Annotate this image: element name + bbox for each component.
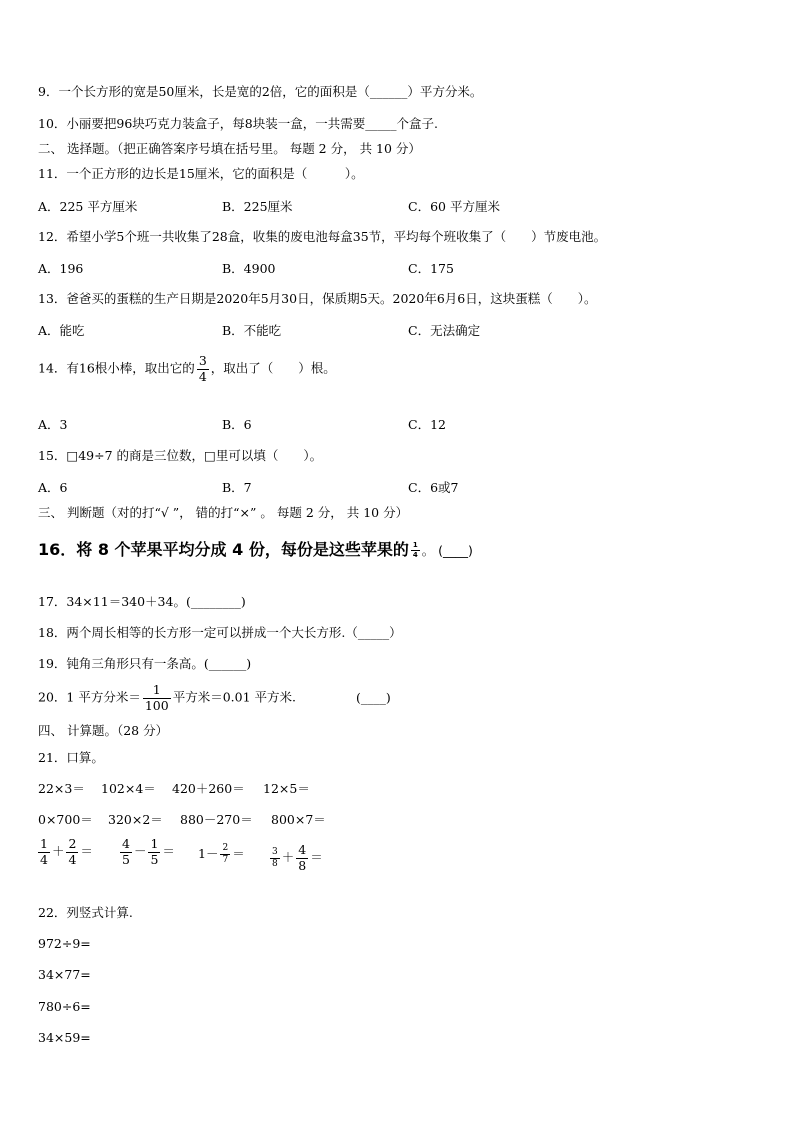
- question-19: 19．钝角三角形只有一条高。(______): [38, 656, 252, 671]
- fc1-frac-a: [38, 838, 50, 866]
- fc3-b-num: 2: [222, 843, 229, 853]
- fraction-calc-3: [198, 844, 245, 865]
- mental-calc-6: 320×2＝: [108, 812, 163, 827]
- q14-option-b: B．6: [222, 417, 252, 432]
- q13-option-a: A．能吃: [38, 323, 85, 338]
- section-2-heading: 二、 选择题。（把正确答案序号填在括号里。 每题 2 分， 共 10 分）: [38, 141, 421, 156]
- q15-option-a: A．6: [38, 480, 68, 495]
- q16-denominator: 4: [412, 551, 418, 559]
- q16-numerator: 1: [412, 541, 418, 549]
- q11-option-a: A．225 平方厘米: [38, 199, 138, 214]
- q15-option-b: B．7: [222, 480, 252, 495]
- q14-fraction: [197, 355, 209, 383]
- question-12: 12．希望小学5个班一共收集了28盒，收集的废电池每盒35节，平均每个班收集了（ ）节废电池。: [38, 229, 607, 244]
- vertical-calc-1: 972÷9=: [38, 936, 91, 951]
- fc2-frac-a: [120, 838, 132, 866]
- fraction-calc-1: [36, 838, 93, 866]
- fc4-a-num: 3: [272, 846, 278, 857]
- question-21: 21．口算。: [38, 750, 104, 765]
- question-14: [38, 355, 336, 383]
- section-4-heading: 四、 计算题。（28 分）: [38, 723, 169, 738]
- fc4-a-den: 8: [272, 858, 278, 869]
- fc2-op: －: [133, 843, 147, 859]
- fc3-b-den: 7: [222, 855, 229, 865]
- fraction-calc-2: [118, 838, 175, 866]
- mental-calc-3: 420＋260＝: [172, 781, 245, 796]
- question-17: 17．34×11＝340＋34。(________): [38, 594, 246, 609]
- q12-option-a: A．196: [38, 261, 84, 276]
- mental-calc-1: 22×3＝: [38, 781, 85, 796]
- fc3-op: －: [205, 846, 219, 861]
- fc4-op: ＋: [281, 849, 295, 865]
- fc1-a-num: 1: [40, 836, 48, 851]
- q12-option-c: C．175: [408, 261, 454, 276]
- q20-denominator: 100: [144, 697, 169, 713]
- mental-calc-4: 12×5＝: [263, 781, 310, 796]
- fraction-calc-4: [268, 844, 323, 872]
- q14-option-a: A．3: [38, 417, 68, 432]
- question-9: 9．一个长方形的宽是50厘米，长是宽的2倍，它的面积是（______）平方分米。: [38, 84, 483, 99]
- fc4-frac-b: [296, 844, 308, 872]
- fc3-whole: 1: [198, 846, 206, 861]
- question-10: 10．小丽要把96块巧克力装盒子，每8块装一盒，一共需要_____个盒子.: [38, 116, 438, 131]
- q13-option-c: C．无法确定: [408, 323, 481, 338]
- fc2-a-num: 4: [122, 836, 130, 851]
- fc4-b-num: 4: [298, 842, 307, 857]
- q20-text-pre: 20．1 平方分米＝: [38, 689, 141, 705]
- fc1-b-den: 4: [68, 851, 77, 867]
- q12-option-b: B．4900: [222, 261, 276, 276]
- fc4-eq: ＝: [310, 849, 323, 865]
- fc2-b-num: 1: [150, 836, 159, 851]
- fc1-b-num: 2: [68, 836, 77, 851]
- fc4-frac-a: [270, 848, 280, 869]
- mental-calc-8: 800×7＝: [271, 812, 326, 827]
- fc2-b-den: 5: [150, 851, 159, 867]
- q14-denominator: 4: [198, 368, 207, 384]
- q14-text-post: ，取出了（ ）根。: [210, 360, 336, 376]
- fc2-eq: ＝: [162, 843, 175, 859]
- q11-option-b: B．225厘米: [222, 199, 293, 214]
- q16-fraction: [411, 542, 420, 559]
- question-15: 15．□49÷7 的商是三位数，□里可以填（ ）。: [38, 448, 323, 463]
- vertical-calc-3: 780÷6=: [38, 999, 91, 1014]
- q20-fraction: [143, 684, 171, 712]
- vertical-calc-2: 34×77=: [38, 967, 91, 982]
- fc2-frac-b: [148, 838, 160, 866]
- fc1-frac-b: [66, 838, 78, 866]
- q15-option-c: C．6或7: [408, 480, 459, 495]
- q14-numerator: 3: [198, 353, 207, 368]
- question-13: 13．爸爸买的蛋糕的生产日期是2020年5月30日，保质期5天。2020年6月6日，这块蛋糕（ ）。: [38, 291, 597, 306]
- vertical-calc-4: 34×59=: [38, 1030, 91, 1045]
- q11-option-c: C．60 平方厘米: [408, 199, 500, 214]
- q20-answer-blank: (____): [355, 689, 391, 705]
- section-3-heading: 三、 判断题（对的打“√ ”， 错的打“×” 。 每题 2 分， 共 10 分）: [38, 505, 409, 520]
- question-16: [38, 542, 473, 559]
- q20-text-post: 平方米＝0.01 平方米.: [172, 689, 296, 705]
- mental-calc-5: 0×700＝: [38, 812, 93, 827]
- q20-numerator: 1: [143, 684, 171, 699]
- question-22: 22．列竖式计算.: [38, 905, 133, 920]
- mental-calc-2: 102×4＝: [101, 781, 156, 796]
- q16-text-pre: 16．将 8 个苹果平均分成 4 份，每份是这些苹果的: [38, 540, 409, 559]
- q16-text-post: 。 (____): [421, 543, 473, 558]
- fc3-eq: ＝: [232, 846, 245, 861]
- question-20: [38, 684, 391, 712]
- q14-option-c: C．12: [408, 417, 446, 432]
- fc4-b-den: 8: [298, 857, 307, 873]
- question-18: 18．两个周长相等的长方形一定可以拼成一个大长方形.（_____）: [38, 625, 402, 640]
- fc2-a-den: 5: [122, 851, 130, 867]
- fc1-op: ＋: [51, 843, 65, 859]
- question-11: 11．一个正方形的边长是15厘米，它的面积是（ ）。: [38, 166, 364, 181]
- fc1-eq: ＝: [80, 843, 93, 859]
- fc3-frac-b: [220, 844, 230, 865]
- mental-calc-7: 880－270＝: [180, 812, 253, 827]
- q13-option-b: B．不能吃: [222, 323, 282, 338]
- q14-text-pre: 14．有16根小棒，取出它的: [38, 360, 195, 376]
- fc1-a-den: 4: [40, 851, 48, 867]
